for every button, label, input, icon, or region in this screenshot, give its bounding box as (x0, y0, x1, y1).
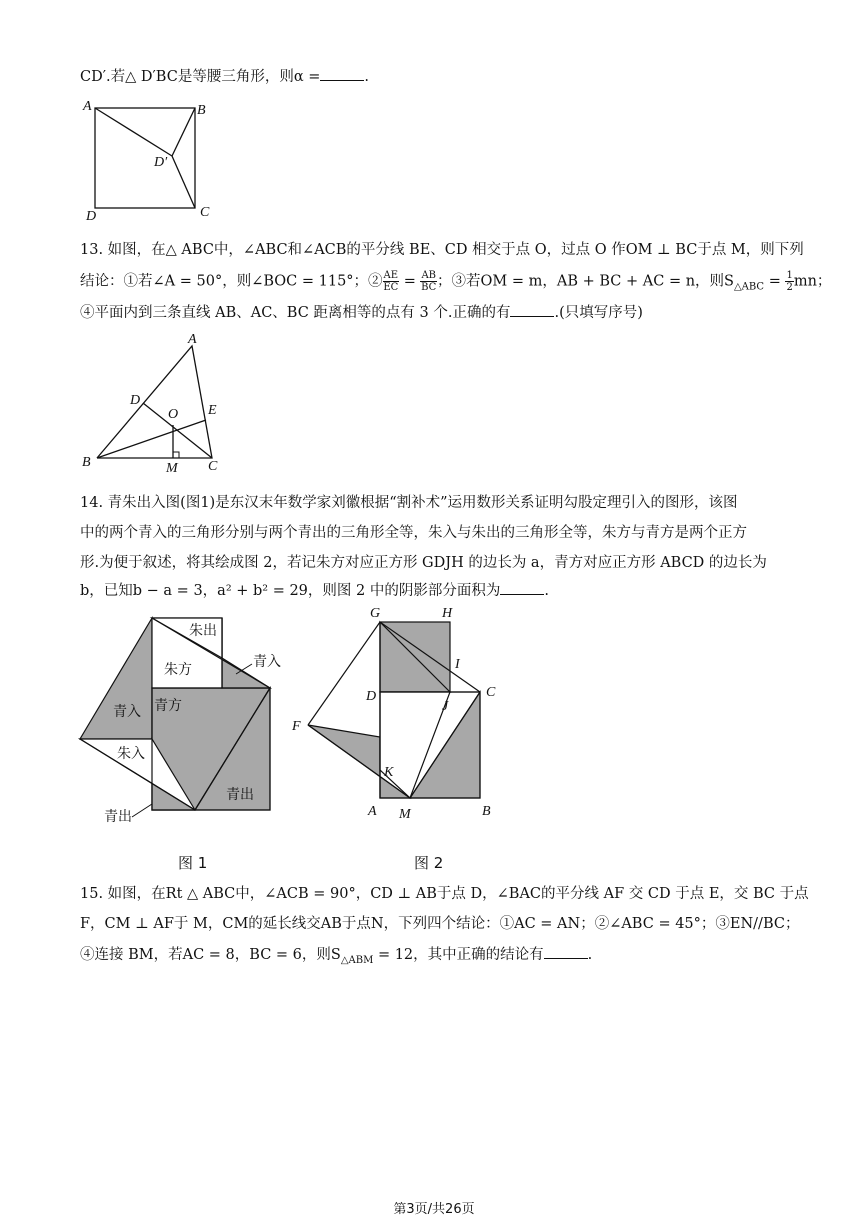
label-qingchu-left: 青出 (104, 809, 132, 825)
q14-line4: b，已知b − a = 3，a² + b² = 29，则图 2 中的阴影部分面积为 . (80, 580, 549, 601)
figure-14-2 (290, 600, 510, 830)
label-qingfang: 青方 (154, 698, 182, 714)
label-zhuchu: 朱出 (189, 623, 217, 639)
label-K: K (384, 765, 394, 780)
q14-line2: 中的两个青入的三角形分别与两个青出的三角形全等，朱入与朱出的三角形全等，朱方与青方是两个正方 (80, 525, 747, 541)
answer-blank (500, 580, 544, 595)
label-G: G (370, 606, 381, 621)
label-Dprime: D′ (154, 155, 168, 170)
label-C: C (486, 685, 496, 700)
figure-14-1 (76, 612, 286, 832)
q12-text: CD′.若△ D′BC是等腰三角形，则α = . (80, 66, 369, 87)
label-A: A (83, 99, 92, 114)
q15-line3: ④连接 BM，若AC = 8，BC = 6，则$S_{\triangle ABM} = 12$，其中正确的结论有 . (80, 944, 592, 971)
label-F: F (292, 719, 301, 734)
answer-blank (544, 944, 588, 959)
label-B: B (482, 804, 491, 819)
figure-1-caption: 图 1 (178, 854, 208, 872)
label-D: D (86, 209, 97, 224)
label-qingru-right: 青入 (253, 654, 281, 670)
label-M: M (399, 807, 411, 822)
label-B: B (82, 455, 91, 470)
figure-2-caption: 图 2 (414, 854, 444, 872)
q13-line3: ④平面内到三条直线 AB、AC、BC 距离相等的点有 3 个.正确的有 .(只填写序号) (80, 302, 643, 323)
label-A: A (368, 804, 377, 819)
label-C: C (200, 205, 210, 220)
label-C: C (208, 459, 218, 474)
label-J: J (442, 699, 449, 714)
label-H: H (442, 606, 453, 621)
q14-line1: 14. 青朱出入图(图1)是东汉末年数学家刘徽根据“割补术”运用数形关系证明勾股定理引入的图形，该图 (80, 495, 738, 511)
label-zhuru: 朱入 (117, 746, 145, 762)
page-footer: 第3页/共26页 (393, 1202, 475, 1217)
answer-blank (510, 302, 554, 317)
label-O: O (168, 407, 179, 422)
answer-blank (320, 66, 364, 81)
q15-line1: 15. 如图，在Rt △ ABC中，∠ACB = 90°，CD ⊥ AB于点 D，∠BAC的平分线 AF 交 CD 于点 E，交 BC 于点 (80, 886, 809, 902)
q13-line1: 13. 如图，在△ ABC中，∠ABC和∠ACB的平分线 BE、CD 相交于点 O，过点 O 作OM ⊥ BC于点 M，则下列 (80, 242, 804, 258)
label-I: I (455, 657, 460, 672)
label-B: B (197, 103, 206, 118)
figure-12 (80, 98, 220, 228)
q14-line3: 形.为便于叙述，将其绘成图 2，若记朱方对应正方形 GDJH 的边长为 a，青方对应正方形 ABCD 的边长为 (80, 555, 767, 571)
label-E: E (208, 403, 217, 418)
label-M: M (166, 461, 178, 476)
label-A: A (188, 332, 197, 347)
label-qingchu-right: 青出 (226, 787, 254, 803)
label-zhufang: 朱方 (164, 662, 192, 678)
label-D: D (130, 393, 141, 408)
figure-13 (80, 330, 240, 480)
q13-line2: 结论：①若∠A = 50°，则∠BOC = 115°；② $\frac{AE}{EC}$ = $\frac{AB}{BC}$ ；③若OM = m，AB + BC + AC = n，则$S_{\triangle ABC}$ = $\frac{1}{2}$ mn； (80, 270, 832, 293)
label-D: D (366, 689, 377, 704)
q15-line2: F，CM ⊥ AF于 M，CM的延长线交AB于点N，下列四个结论：①AC = AN；②∠ABC = 45°；③EN//BC； (80, 916, 800, 932)
label-qingru-left: 青入 (113, 704, 141, 720)
